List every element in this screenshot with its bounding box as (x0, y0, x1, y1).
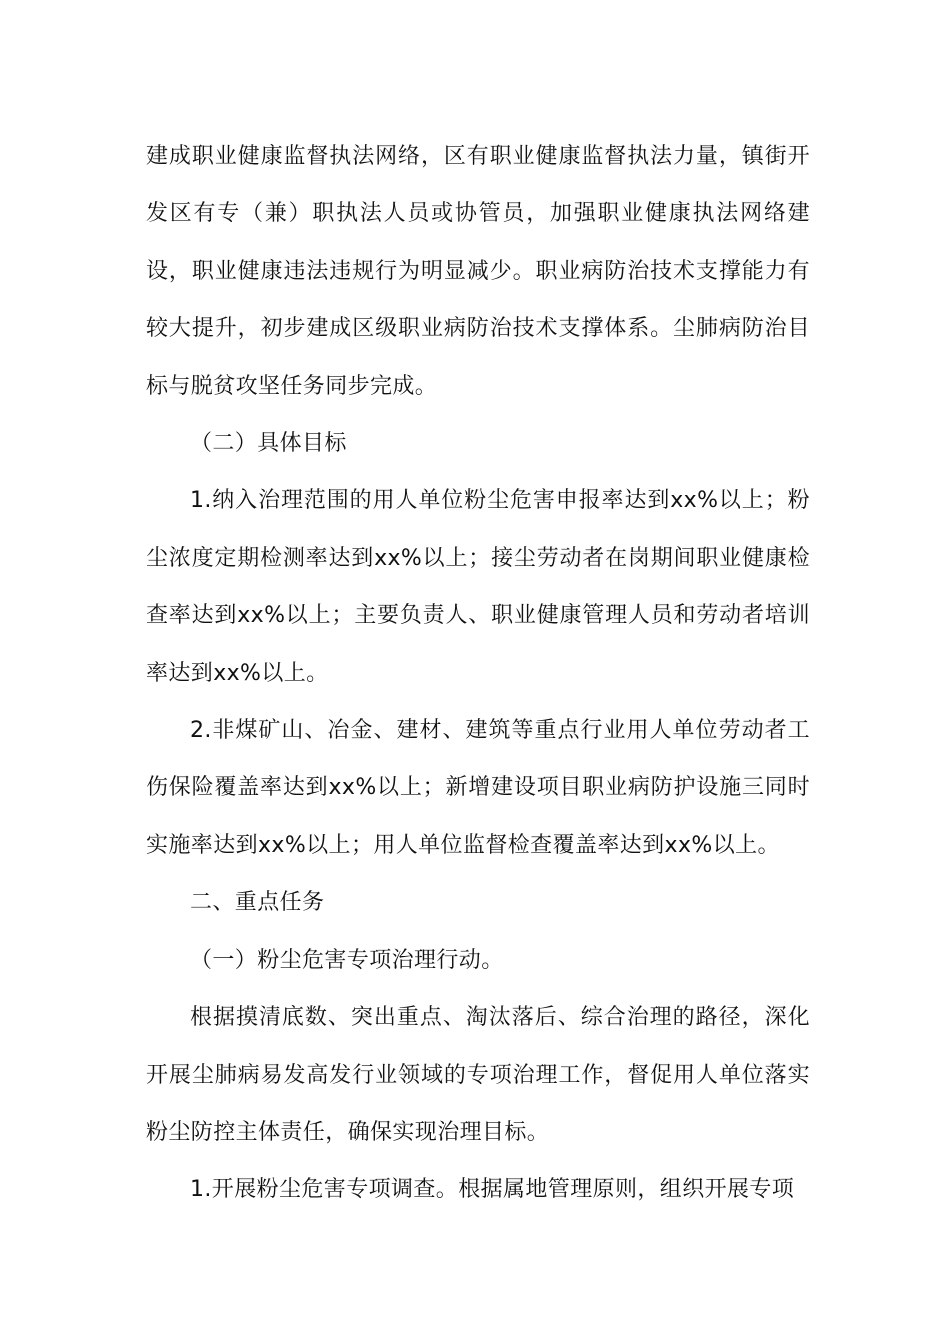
paragraph-dust-hazard-survey: 1.开展粉尘危害专项调查。根据属地管理原则，组织开展专项 (190, 1177, 795, 1203)
paragraph-target-2: 2.非煤矿山、冶金、建材、建筑等重点行业用人单位劳动者工伤保险覆盖率达到xx%以上；新增建设项目职业病防护设施三同时实施率达到xx%以上；用人单位监督检查覆盖率达到xx%以上。 (146, 718, 810, 858)
heading-specific-targets: （二）具体目标 (190, 431, 347, 457)
paragraph-dust-hazard-approach: 根据摸清底数、突出重点、淘汰落后、综合治理的路径，深化开展尘肺病易发高发行业领域的专项治理工作，督促用人单位落实粉尘防控主体责任，确保实现治理目标。 (146, 1005, 810, 1145)
paragraph-target-summary: 建成职业健康监督执法网络，区有职业健康监督执法力量，镇街开发区有专（兼）职执法人员或协管员，加强职业健康执法网络建设，职业健康违法违规行为明显减少。职业病防治技术支撑能力有较大提升，初步建成区级职业病防治技术支撑体系。尘肺病防治目标与脱贫攻坚任务同步完成。 (146, 144, 810, 399)
heading-key-tasks: 二、重点任务 (190, 890, 325, 916)
paragraph-target-1: 1.纳入治理范围的用人单位粉尘危害申报率达到xx%以上；粉尘浓度定期检测率达到xx%以上；接尘劳动者在岗期间职业健康检查率达到xx%以上；主要负责人、职业健康管理人员和劳动者培训率达到xx%以上。 (146, 488, 810, 686)
document-body (146, 128, 810, 1219)
heading-dust-hazard-action: （一）粉尘危害专项治理行动。 (190, 947, 504, 973)
